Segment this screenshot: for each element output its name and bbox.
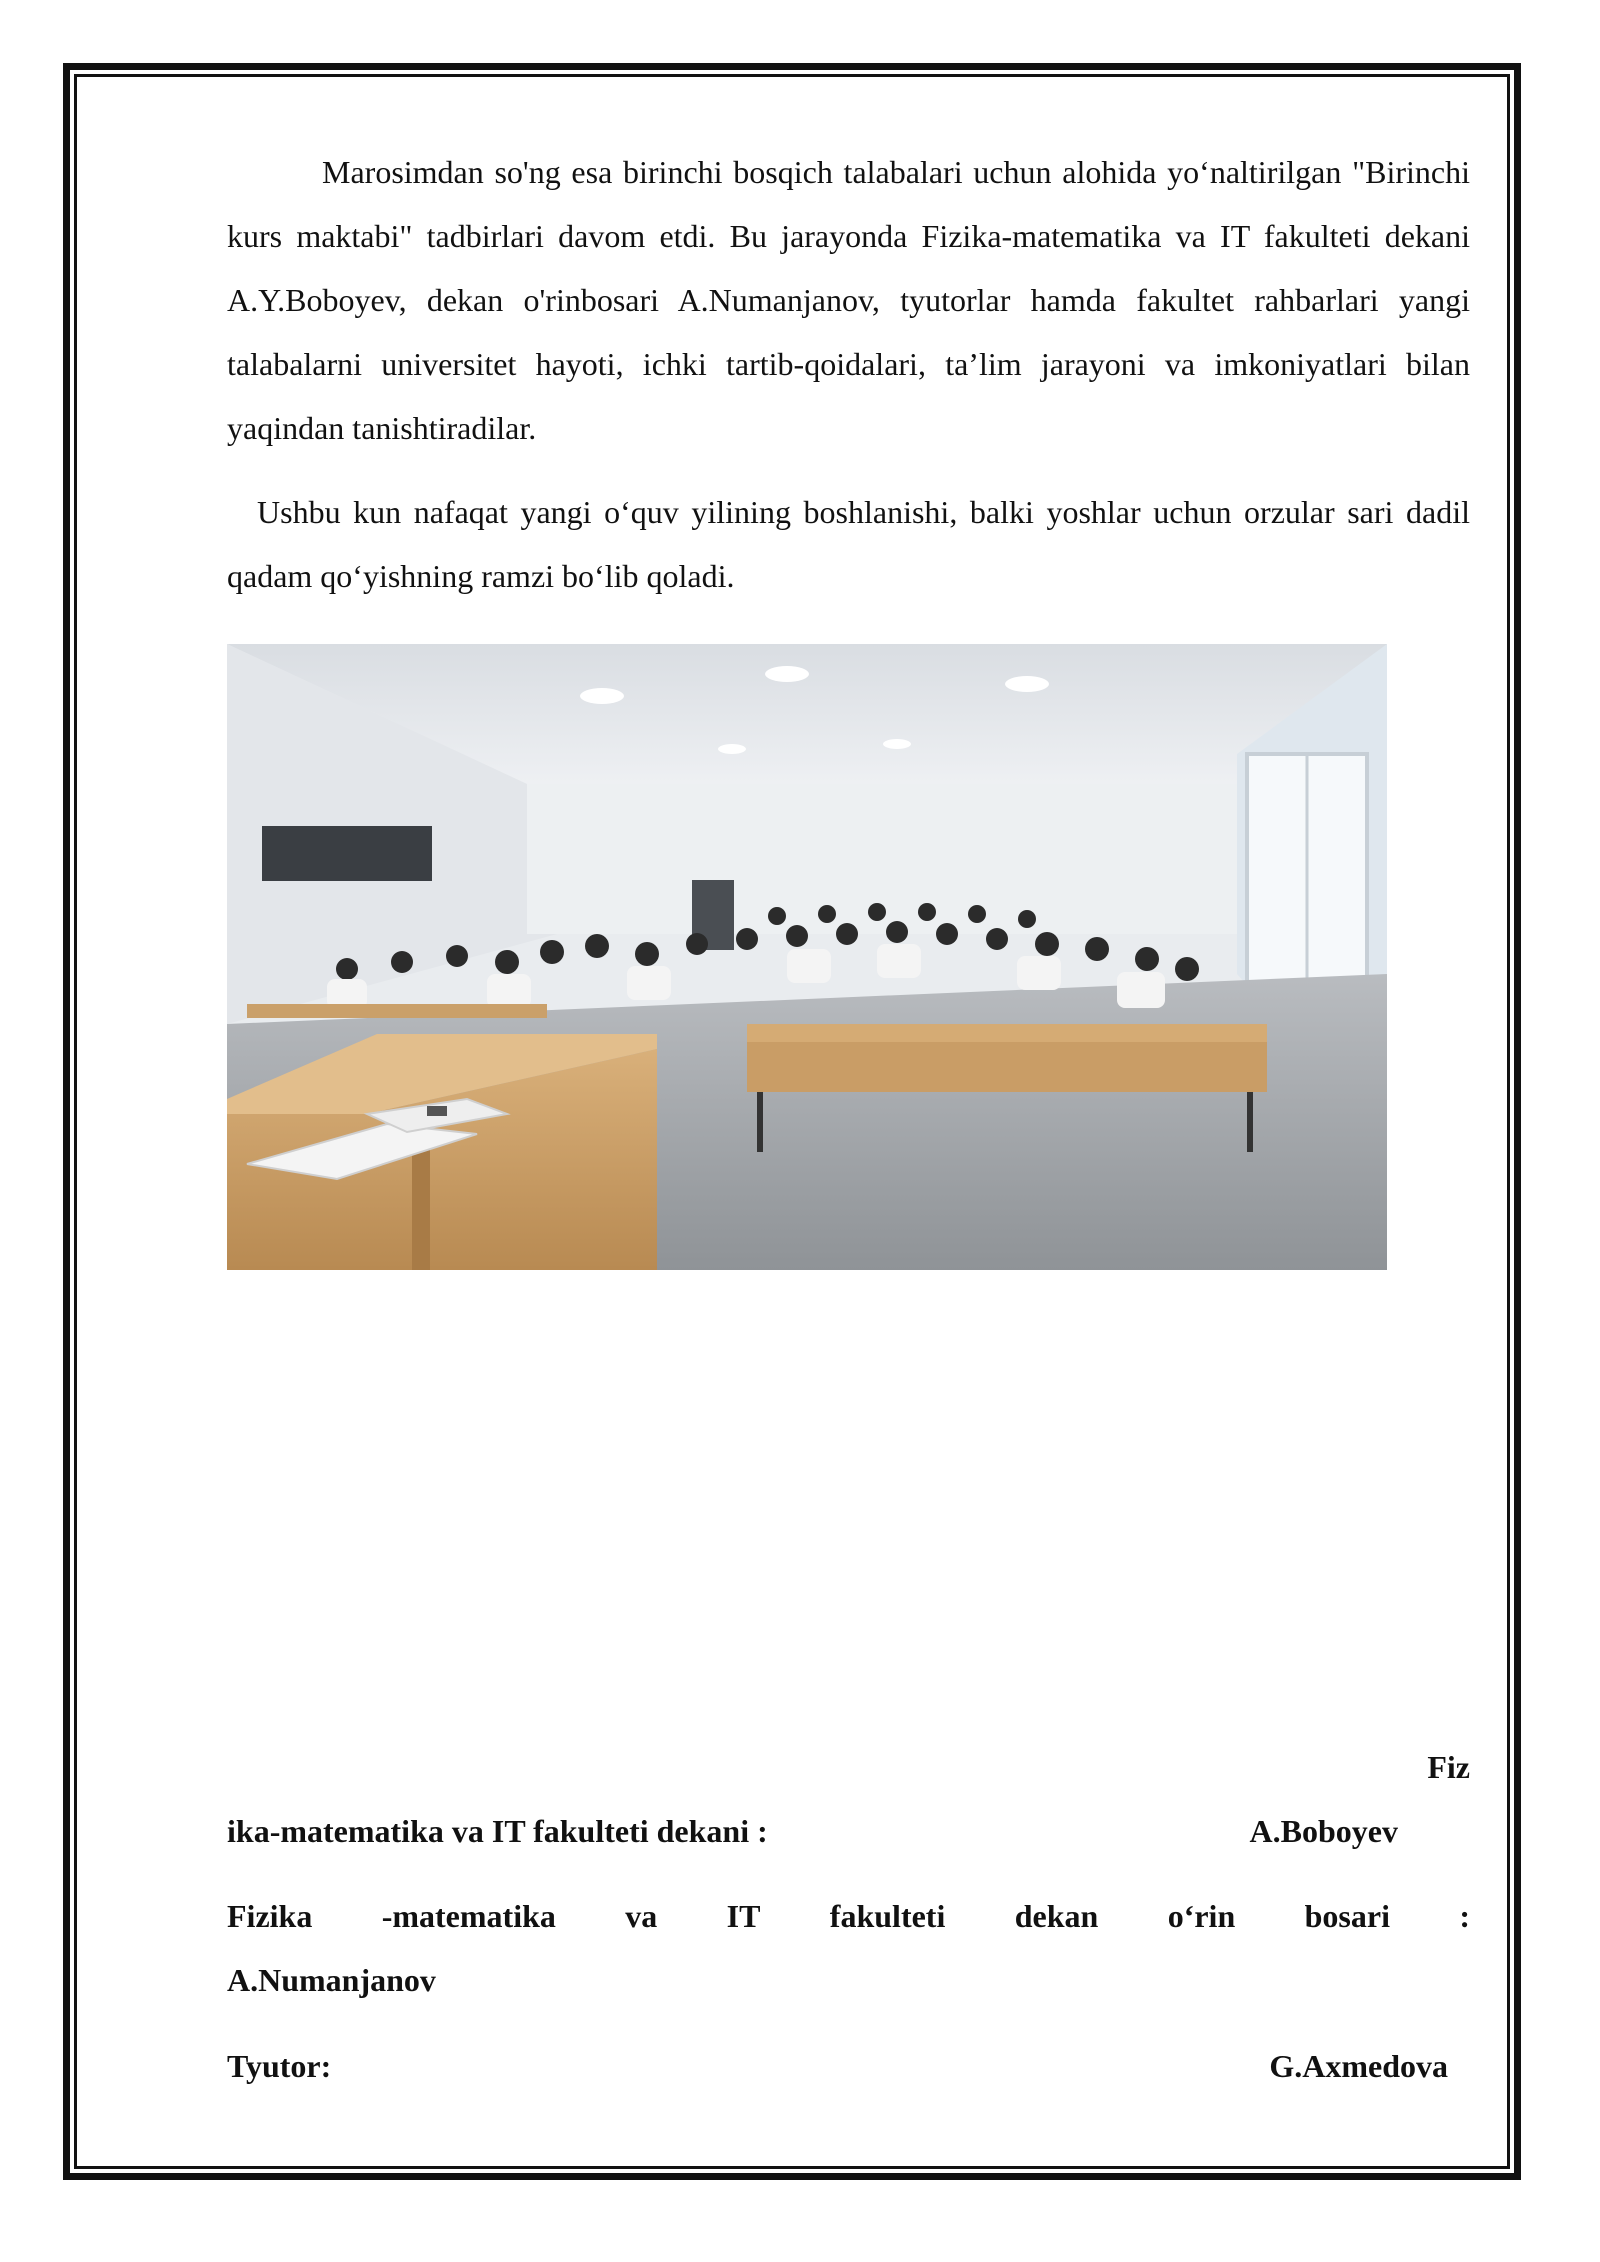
signature-deputy-row: [227, 1884, 1470, 2012]
deputy-title-word: dekan: [1014, 1898, 1099, 1934]
deputy-name: A.Numanjanov: [227, 1962, 436, 1998]
deputy-title-word: fakulteti: [829, 1898, 946, 1934]
signature-dean-row: [227, 1799, 1470, 1863]
deputy-title-word: :: [1459, 1898, 1470, 1934]
dean-name: A.Boboyev: [1249, 1813, 1398, 1849]
deputy-title-word: -matematika: [381, 1898, 556, 1934]
tutor-title: Tyutor:: [227, 2048, 332, 2084]
deputy-title-word: bosari: [1304, 1898, 1390, 1934]
signature-tutor-row: [227, 2034, 1470, 2098]
dean-title: ika-matematika va IT fakulteti dekani :: [227, 1813, 768, 1849]
paragraph-academic-year: Ushbu kun nafaqat yangi o‘quv yilining boshlanishi, balki yoshlar uchun orzular sari dadil qadam qo‘yishning ramzi bo‘lib qoladi.: [227, 494, 1470, 594]
deputy-title-word: IT: [726, 1898, 761, 1934]
deputy-title-word: o‘rin: [1167, 1898, 1236, 1934]
deputy-title-word: va: [625, 1898, 658, 1934]
signature-dean-prefix: Fiz: [1427, 1749, 1470, 1785]
deputy-title: [227, 1884, 1470, 1948]
tutor-name: G.Axmedova: [1269, 2048, 1448, 2084]
paragraph-first-course-school: Marosimdan so'ng esa birinchi bosqich talabalari uchun alohida yo‘naltirilgan "Birinchi kurs maktabi" tadbirlari davom etdi. Bu jarayonda Fizika-matematika va IT fakulteti dekani A.Y.Boboyev, dekan o'rinbosari A.Numanjanov, tyutorlar hamda fakultet rahbarlari yangi talabalarni universitet hayoti, ichki tartib-qoidalari, ta’lim jarayoni va imkoniyatlari bilan yaqindan tanishtiradilar.: [227, 154, 1470, 446]
document-body: [227, 140, 1470, 608]
deputy-title-word: Fizika: [227, 1898, 313, 1934]
classroom-photo: [227, 644, 1387, 1270]
